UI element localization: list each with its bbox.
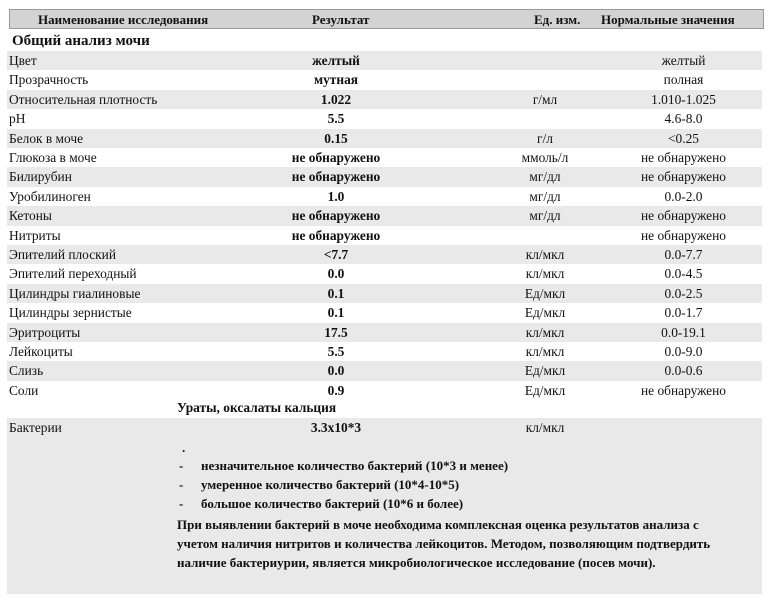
row-result: не обнаружено bbox=[291, 150, 381, 165]
row-unit: мг/дл bbox=[529, 208, 561, 224]
bacteria-unit: кл/мкл bbox=[525, 420, 565, 435]
row-unit: Ед/мкл bbox=[524, 363, 566, 379]
row-unit: мг/дл bbox=[529, 188, 561, 204]
row-name: Эпителий переходный bbox=[9, 266, 137, 282]
row-result: не обнаружено bbox=[291, 227, 381, 243]
row-normal: не обнаружено bbox=[641, 382, 726, 398]
row-result: мутная bbox=[313, 72, 359, 88]
table-row bbox=[7, 342, 762, 361]
table-row bbox=[7, 323, 762, 342]
table-row bbox=[7, 361, 762, 380]
row-name: pH bbox=[9, 111, 26, 127]
row-name: Прозрачность bbox=[9, 72, 89, 88]
bullet-item bbox=[177, 458, 508, 474]
row-name: Цилиндры гиалиновые bbox=[9, 285, 141, 301]
row-name: Кетоны bbox=[9, 208, 52, 224]
row-result: 1.0 bbox=[327, 188, 345, 204]
notes-dot: . bbox=[182, 440, 186, 455]
row-name: Белок в моче bbox=[9, 130, 84, 146]
row-result: <7.7 bbox=[323, 247, 349, 262]
bacteria-result: 3.3x10*3 bbox=[310, 420, 362, 435]
table-row bbox=[7, 70, 762, 89]
row-name: Эпителий плоский bbox=[9, 247, 116, 262]
bullet-item bbox=[177, 477, 459, 493]
urates-note: Ураты, оксалаты кальция bbox=[177, 400, 337, 415]
row-normal: 0.0-4.5 bbox=[664, 266, 703, 282]
table-row bbox=[7, 90, 762, 109]
row-normal: 0.0-9.0 bbox=[664, 344, 703, 359]
row-normal: не обнаружено bbox=[641, 227, 726, 243]
header-name: Наименование исследования bbox=[38, 12, 209, 27]
header-result: Результат bbox=[312, 12, 370, 27]
table-row bbox=[7, 129, 762, 148]
table-row bbox=[7, 167, 762, 186]
table-row bbox=[7, 148, 762, 167]
bullet-text: большое количество бактерий (10*6 и более) bbox=[201, 496, 464, 511]
bullet-text: незначительное количество бактерий (10*3 и менее) bbox=[201, 458, 509, 473]
row-name: Уробилиноген bbox=[9, 188, 91, 204]
row-unit: Ед/мкл bbox=[524, 305, 566, 321]
row-name: Слизь bbox=[9, 363, 44, 379]
row-unit: Ед/мкл bbox=[524, 285, 566, 301]
row-unit: Ед/мкл bbox=[524, 382, 566, 398]
row-unit: г/л bbox=[537, 130, 553, 146]
row-unit: мг/дл bbox=[529, 169, 561, 185]
table-row bbox=[7, 51, 762, 70]
row-unit: г/мл bbox=[532, 91, 558, 107]
row-result: 0.0 bbox=[327, 363, 345, 379]
table-row bbox=[7, 264, 762, 283]
bacteria-name: Бактерии bbox=[9, 420, 62, 435]
row-unit: кл/мкл bbox=[525, 324, 565, 340]
row-name: Нитриты bbox=[9, 227, 61, 243]
row-name: Лейкоциты bbox=[9, 344, 73, 359]
row-result: не обнаружено bbox=[291, 169, 381, 185]
row-result: не обнаружено bbox=[291, 208, 381, 224]
row-normal: 0.0-2.5 bbox=[664, 285, 703, 301]
row-result: желтый bbox=[312, 53, 360, 68]
row-result: 1.022 bbox=[320, 91, 352, 107]
table-row bbox=[7, 187, 762, 206]
row-normal: 0.0-7.7 bbox=[664, 247, 703, 262]
table-row bbox=[7, 284, 762, 303]
bacteria-row bbox=[7, 418, 762, 437]
row-result: 17.5 bbox=[324, 324, 348, 340]
row-result: 0.15 bbox=[324, 130, 348, 146]
row-result: 0.1 bbox=[327, 305, 345, 321]
row-normal: не обнаружено bbox=[641, 150, 726, 165]
row-normal: 1.010-1.025 bbox=[651, 91, 716, 107]
row-normal: 0.0-19.1 bbox=[661, 324, 706, 340]
header-normal: Нормальные значения bbox=[601, 12, 735, 27]
row-result: 5.5 bbox=[327, 111, 345, 127]
row-name: Глюкоза в моче bbox=[9, 150, 97, 165]
row-normal: 0.0-1.7 bbox=[664, 305, 703, 321]
row-normal: 4.6-8.0 bbox=[664, 111, 703, 127]
table-row bbox=[7, 226, 762, 245]
table-row bbox=[7, 245, 762, 264]
table-row bbox=[7, 303, 762, 322]
row-name: Относительная плотность bbox=[9, 91, 158, 107]
row-name: Цилиндры зернистые bbox=[9, 305, 132, 321]
row-result: 0.1 bbox=[327, 285, 345, 301]
row-unit: кл/мкл bbox=[525, 266, 565, 282]
row-normal: полная bbox=[663, 72, 704, 88]
row-result: 0.0 bbox=[327, 266, 345, 282]
header-unit: Ед. изм. bbox=[534, 12, 581, 27]
row-name: Эритроциты bbox=[9, 324, 81, 340]
row-result: 5.5 bbox=[327, 344, 345, 359]
row-unit: кл/мкл bbox=[525, 344, 565, 359]
table-row bbox=[7, 206, 762, 225]
table-row bbox=[7, 109, 762, 128]
row-name: Билирубин bbox=[9, 169, 72, 185]
section-title: Общий анализ мочи bbox=[12, 33, 150, 49]
table-row bbox=[7, 381, 762, 400]
notes-block bbox=[7, 418, 762, 594]
bullet-dash: - bbox=[179, 496, 184, 511]
row-result: 0.9 bbox=[327, 382, 345, 398]
row-normal: не обнаружено bbox=[641, 169, 726, 185]
bullet-text: умеренное количество бактерий (10*4-10*5) bbox=[201, 477, 460, 492]
row-unit: ммоль/л bbox=[521, 150, 569, 165]
row-name: Соли bbox=[9, 382, 39, 398]
row-normal: 0.0-0.6 bbox=[664, 363, 703, 379]
row-normal: не обнаружено bbox=[641, 208, 726, 224]
row-normal: <0.25 bbox=[668, 130, 699, 146]
row-name: Цвет bbox=[9, 53, 37, 68]
notes-paragraph: При выявлении бактерий в моче необходима комплексная оценка результатов анализа с учетом наличия нитритов и количества лейкоцитов. Методом, позволяющим подтвердить наличие бактериурии, является микробиологическое исследование (посев мочи). bbox=[177, 517, 711, 570]
bullet-dash: - bbox=[179, 458, 184, 473]
bullet-item bbox=[177, 496, 463, 512]
table-header bbox=[9, 9, 764, 29]
bullet-dash: - bbox=[179, 477, 184, 492]
row-unit: кл/мкл bbox=[525, 247, 565, 262]
row-normal: желтый bbox=[661, 53, 706, 68]
row-normal: 0.0-2.0 bbox=[664, 188, 703, 204]
